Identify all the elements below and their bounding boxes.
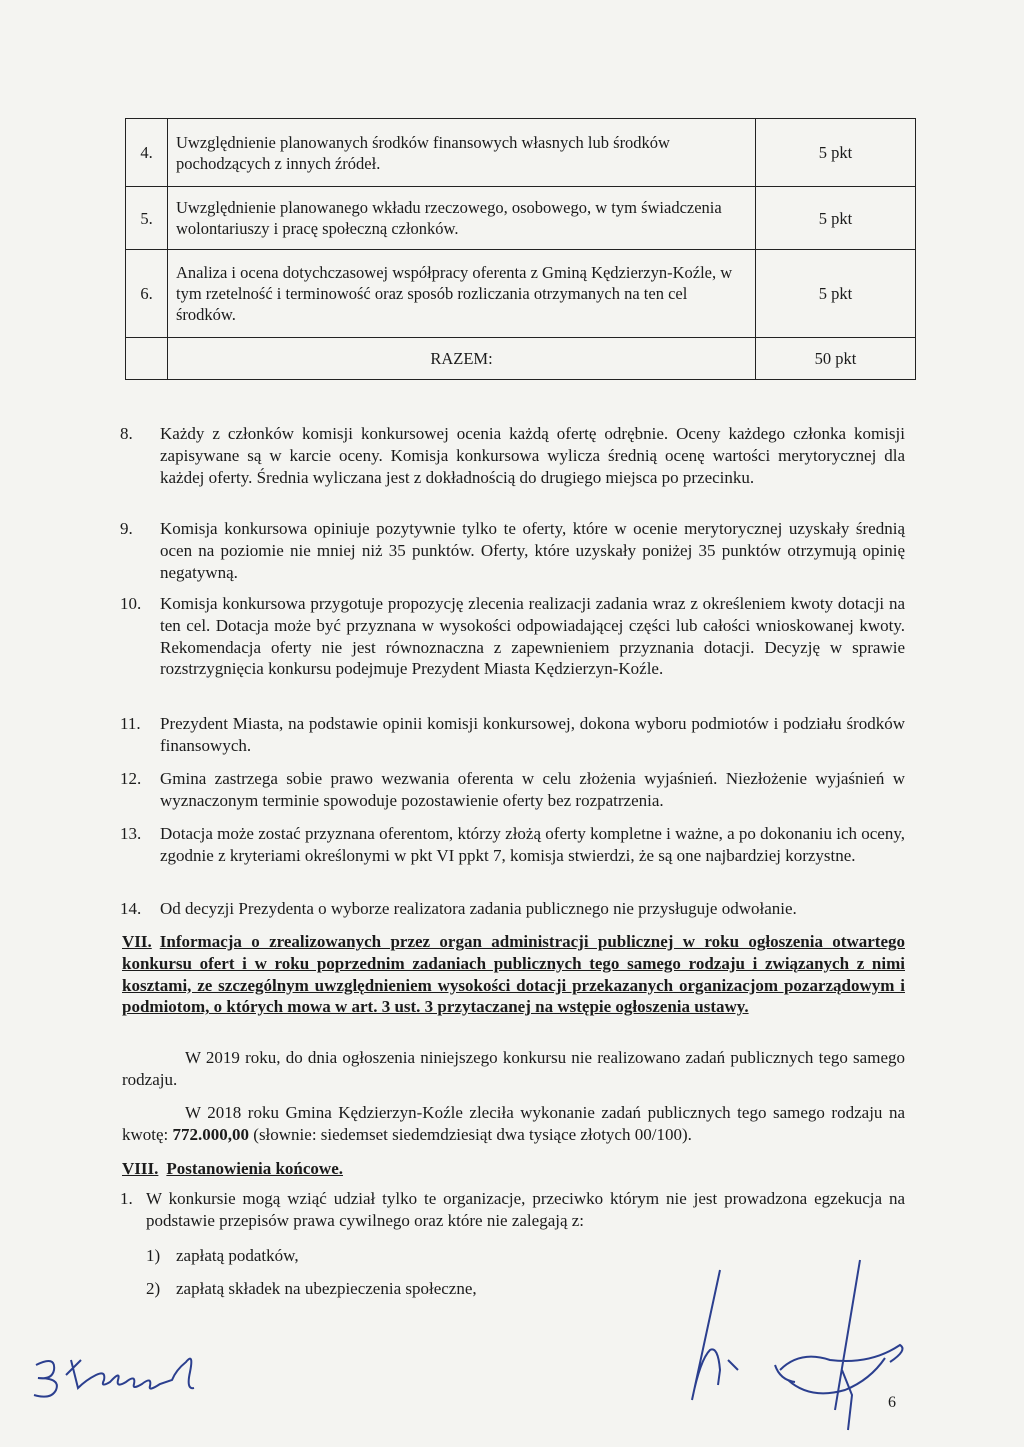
- section-8-title: Postanowienia końcowe.: [166, 1159, 343, 1178]
- row-criterion: Uwzględnienie planowanego wkładu rzeczowego, osobowego, w tym świadczenia wolontariuszy i pracę społeczną członków.: [168, 187, 756, 250]
- table-row: [126, 187, 916, 250]
- section-7-heading: [122, 931, 905, 1018]
- section-7-paragraph-2: W 2018 roku Gmina Kędzierzyn-Koźle zleciła wykonanie zadań publicznych tego samego rodzaju na kwotę: 772.000,00 (słownie: siedemset siedemdziesiąt dwa tysiące złotych 00/100).: [122, 1103, 905, 1144]
- sub-item-text: zapłatą podatków,: [176, 1246, 299, 1265]
- item-number: 11.: [120, 714, 141, 733]
- sub-item: [146, 1245, 299, 1267]
- item-text: Gmina zastrzega sobie prawo wezwania oferenta w celu złożenia wyjaśnień. Niezłożenie wyjaśnień w wyznaczonym terminie spowoduje pozostawienie oferty bez rozpatrzenia.: [160, 769, 905, 810]
- criteria-table: [125, 118, 916, 380]
- item-number: 9.: [120, 519, 133, 538]
- row-number: 5.: [126, 187, 168, 250]
- section-8-heading: [122, 1158, 905, 1180]
- section-7-paragraph-1: W 2019 roku, do dnia ogłoszenia niniejszego konkursu nie realizowano zadań publicznych tego samego rodzaju.: [122, 1048, 905, 1089]
- list-item: [120, 713, 905, 757]
- sub-item: [146, 1278, 477, 1300]
- handwritten-signature-left: [26, 1340, 216, 1410]
- item-text: Komisja konkursowa przygotuje propozycję zlecenia realizacji zadania wraz z określeniem kwoty dotacji na ten cel. Dotacja może być przyznana w wysokości odpowiadającej części lub całości wnioskowanej kwoty. Rekomendacja oferty nie jest równoznaczna z zapewnieniem przyznania dotacji. Decyzję w sprawie rozstrzygnięcia konkursu podejmuje Prezydent Miasta Kędzierzyn-Koźle.: [160, 594, 905, 679]
- item-number: 10.: [120, 594, 142, 613]
- item-number: 1.: [120, 1189, 133, 1208]
- list-item: [120, 518, 905, 583]
- table-row: [126, 119, 916, 187]
- item-number: 14.: [120, 899, 142, 918]
- item-number: 13.: [120, 824, 142, 843]
- handwritten-signature-right: [670, 1250, 920, 1440]
- list-item: [120, 593, 905, 680]
- row-criterion: Analiza i ocena dotychczasowej współpracy oferenta z Gminą Kędzierzyn-Koźle, w tym rzetelność i terminowość oraz sposób rozliczania otrzymanych na ten cel środków.: [168, 250, 756, 338]
- item-text: Dotacja może zostać przyznana oferentom, którzy złożą oferty kompletne i ważne, a po dokonaniu ich oceny, zgodnie z kryteriami określonymi w pkt VI ppkt 7, komisja stwierdzi, że są one najbardziej korzystne.: [160, 824, 905, 865]
- section-8-number: VIII.: [122, 1159, 159, 1178]
- list-item: [120, 423, 905, 488]
- table-total-row: [126, 338, 916, 380]
- row-number: 4.: [126, 119, 168, 187]
- list-item: [120, 1188, 905, 1232]
- table-row: [126, 250, 916, 338]
- item-text: Komisja konkursowa opiniuje pozytywnie tylko te oferty, które w ocenie merytorycznej uzyskały średnią ocen na poziomie nie mniej niż 35 punktów. Oferty, które uzyskały poniżej 35 punktów otrzymują opinię negatywną.: [160, 519, 905, 582]
- row-points: 5 pkt: [756, 250, 916, 338]
- item-text: Każdy z członków komisji konkursowej ocenia każdą ofertę odrębnie. Oceny każdego członka komisji zapisywane są w karcie oceny. Komisja konkursowa wylicza średnią ocenę wartości merytorycznej dla każdej oferty. Średnia wyliczana jest z dokładnością do drugiego miejsca po przecinku.: [160, 424, 905, 487]
- item-text: W konkursie mogą wziąć udział tylko te organizacje, przeciwko którym nie jest prowadzona egzekucja na podstawie przepisów prawa cywilnego oraz które nie zalegają z:: [146, 1189, 905, 1230]
- section-7-number: VII.: [122, 932, 152, 951]
- row-number: 6.: [126, 250, 168, 338]
- row-points: 5 pkt: [756, 187, 916, 250]
- item-text: Prezydent Miasta, na podstawie opinii komisji konkursowej, dokona wyboru podmiotów i podziału środków finansowych.: [160, 714, 905, 755]
- page-number: 6: [888, 1394, 896, 1411]
- amount-value: 772.000,00: [172, 1124, 250, 1144]
- row-points: 5 pkt: [756, 119, 916, 187]
- list-item: [120, 768, 905, 812]
- row-criterion: Uwzględnienie planowanych środków finansowych własnych lub środków pochodzących z innych źródeł.: [168, 119, 756, 187]
- list-item: [120, 823, 905, 867]
- total-label: RAZEM:: [168, 338, 756, 380]
- item-number: 8.: [120, 424, 133, 443]
- sub-item-number: 2): [146, 1279, 161, 1298]
- item-number: 12.: [120, 769, 142, 788]
- section-7-title: Informacja o zrealizowanych przez organ administracji publicznej w roku ogłoszenia otwartego konkursu ofert i w roku poprzednim zadaniach publicznych tego samego rodzaju i związanych z nimi kosztami, ze szczególnym uwzględnieniem wysokości dotacji przekazanych organizacjom pozarządowym i podmiotom, o których mowa w art. 3 ust. 3 przytaczanej na wstępie ogłoszenia ustawy.: [122, 932, 905, 1017]
- sub-item-number: 1): [146, 1246, 161, 1265]
- total-points: 50 pkt: [756, 338, 916, 380]
- item-text: Od decyzji Prezydenta o wyborze realizatora zadania publicznego nie przysługuje odwołanie.: [160, 899, 797, 918]
- list-item: [120, 898, 905, 920]
- sub-item-text: zapłatą składek na ubezpieczenia społeczne,: [176, 1279, 477, 1298]
